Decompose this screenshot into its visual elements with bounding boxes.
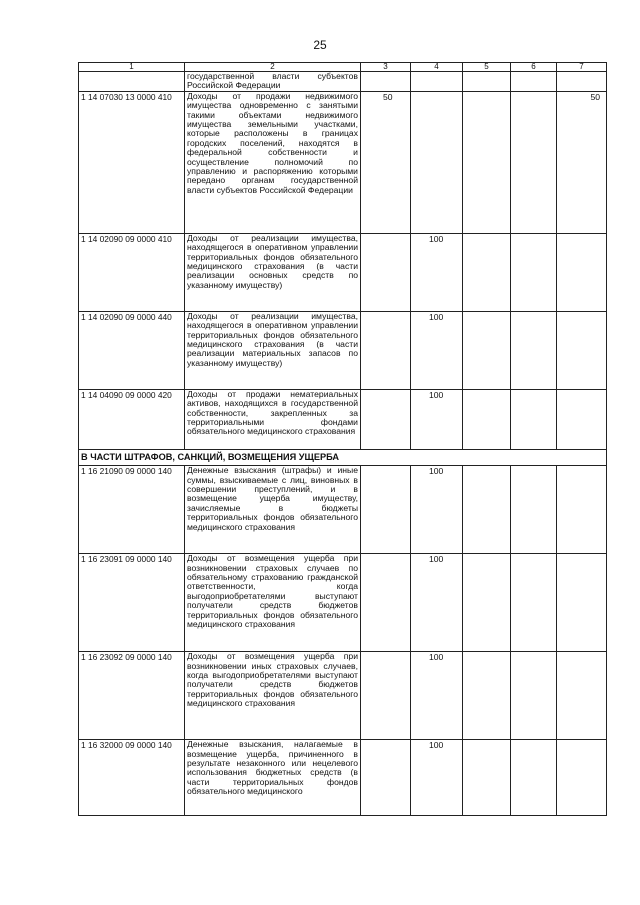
- table-row: [79, 740, 607, 816]
- table-row: [79, 91, 607, 233]
- row-description: Доходы от реализации имущества, находящегося в оперативном управлении территориальных фондов обязательного медицинского страхования (в части реализации основных средств по указанному имуществу): [185, 233, 361, 311]
- row-value-4: 100: [411, 466, 463, 554]
- row-code: 1 16 23091 09 0000 140: [79, 554, 185, 652]
- row-value-7: [557, 466, 607, 554]
- col-header-5: 5: [463, 63, 511, 72]
- row-code: 1 16 32000 09 0000 140: [79, 740, 185, 816]
- table-row: [79, 652, 607, 740]
- row-description: Доходы от возмещения ущерба при возникновении иных страховых случаев, когда выгодоприобретателями выступают получатели средств бюджетов территориальных фондов обязательного медицинского страхования: [185, 652, 361, 740]
- table-row: [79, 311, 607, 389]
- row-value-7: [557, 740, 607, 816]
- table-row: [79, 554, 607, 652]
- row-value-6: [511, 311, 557, 389]
- row-value-6: [511, 91, 557, 233]
- row-value-4: [411, 72, 463, 92]
- row-value-5: [463, 466, 511, 554]
- row-description: Доходы от продажи нематериальных активов, находящихся в государственной собственности, закрепленных за территориальными фондами обязательного медицинского страхования: [185, 389, 361, 449]
- row-value-4: 100: [411, 740, 463, 816]
- row-value-5: [463, 233, 511, 311]
- table-row: [79, 389, 607, 449]
- row-value-5: [463, 72, 511, 92]
- row-value-3: [361, 740, 411, 816]
- row-value-7: [557, 233, 607, 311]
- row-value-4: 100: [411, 389, 463, 449]
- row-code: 1 14 07030 13 0000 410: [79, 91, 185, 233]
- table-row: [79, 72, 607, 92]
- row-value-3: [361, 466, 411, 554]
- col-header-4: 4: [411, 63, 463, 72]
- row-value-3: [361, 72, 411, 92]
- row-value-5: [463, 311, 511, 389]
- row-value-6: [511, 466, 557, 554]
- row-code: 1 14 04090 09 0000 420: [79, 389, 185, 449]
- table-row: [79, 466, 607, 554]
- row-value-7: [557, 311, 607, 389]
- row-value-5: [463, 389, 511, 449]
- col-header-7: 7: [557, 63, 607, 72]
- row-value-3: [361, 311, 411, 389]
- row-value-4: [411, 91, 463, 233]
- row-code: 1 14 02090 09 0000 440: [79, 311, 185, 389]
- row-value-3: 50: [361, 91, 411, 233]
- table-row: [79, 233, 607, 311]
- row-value-6: [511, 389, 557, 449]
- row-value-6: [511, 233, 557, 311]
- col-header-3: 3: [361, 63, 411, 72]
- row-value-3: [361, 233, 411, 311]
- row-value-5: [463, 740, 511, 816]
- col-header-6: 6: [511, 63, 557, 72]
- row-description: Доходы от продажи недвижимого имущества одновременно с занятыми такими объектами недвижимого имущества земельными участками, которые расположены в границах городских поселений, находятся в федеральной собственности и осуществление полномочий по управлению и распоряжению которыми передано органам государственной власти субъектов Российской Федерации: [185, 91, 361, 233]
- row-value-5: [463, 652, 511, 740]
- row-value-6: [511, 554, 557, 652]
- col-header-1: 1: [79, 63, 185, 72]
- row-value-7: 50: [557, 91, 607, 233]
- row-value-6: [511, 72, 557, 92]
- row-value-5: [463, 91, 511, 233]
- row-description: государственной власти субъектов Российской Федерации: [185, 72, 361, 92]
- row-value-4: 100: [411, 311, 463, 389]
- row-value-6: [511, 652, 557, 740]
- row-code: [79, 72, 185, 92]
- row-value-3: [361, 389, 411, 449]
- row-description: Доходы от реализации имущества, находящегося в оперативном управлении территориальных фондов обязательного медицинского страхования (в части реализации материальных запасов по указанному имуществу): [185, 311, 361, 389]
- page-number: 25: [313, 38, 327, 52]
- row-code: 1 14 02090 09 0000 410: [79, 233, 185, 311]
- row-description: Денежные взыскания, налагаемые в возмещение ущерба, причиненного в результате незаконного или нецелевого использования бюджетных средств (в части территориальных фондов обязательного медицинского: [185, 740, 361, 816]
- row-value-7: [557, 554, 607, 652]
- row-value-4: 100: [411, 554, 463, 652]
- row-code: 1 16 23092 09 0000 140: [79, 652, 185, 740]
- row-value-7: [557, 72, 607, 92]
- row-value-3: [361, 554, 411, 652]
- row-value-5: [463, 554, 511, 652]
- row-code: 1 16 21090 09 0000 140: [79, 466, 185, 554]
- row-value-7: [557, 652, 607, 740]
- col-header-2: 2: [185, 63, 361, 72]
- section-row: [79, 449, 607, 465]
- section-title: В ЧАСТИ ШТРАФОВ, САНКЦИЙ, ВОЗМЕЩЕНИЯ УЩЕРБА: [79, 449, 607, 465]
- row-value-4: 100: [411, 233, 463, 311]
- row-value-4: 100: [411, 652, 463, 740]
- row-description: Денежные взыскания (штрафы) и иные суммы, взыскиваемые с лиц, виновных в совершении преступлений, и в возмещение ущерба имуществу, зачисляемые в бюджеты территориальных фондов обязательного медицинского страхования: [185, 466, 361, 554]
- revenue-table: [78, 62, 607, 816]
- row-description: Доходы от возмещения ущерба при возникновении страховых случаев по обязательному страхованию гражданской ответственности, когда выгодоприобретателями выступают получатели средств бюджетов территориальных фондов обязательного медицинского страхования: [185, 554, 361, 652]
- row-value-6: [511, 740, 557, 816]
- row-value-3: [361, 652, 411, 740]
- row-value-7: [557, 389, 607, 449]
